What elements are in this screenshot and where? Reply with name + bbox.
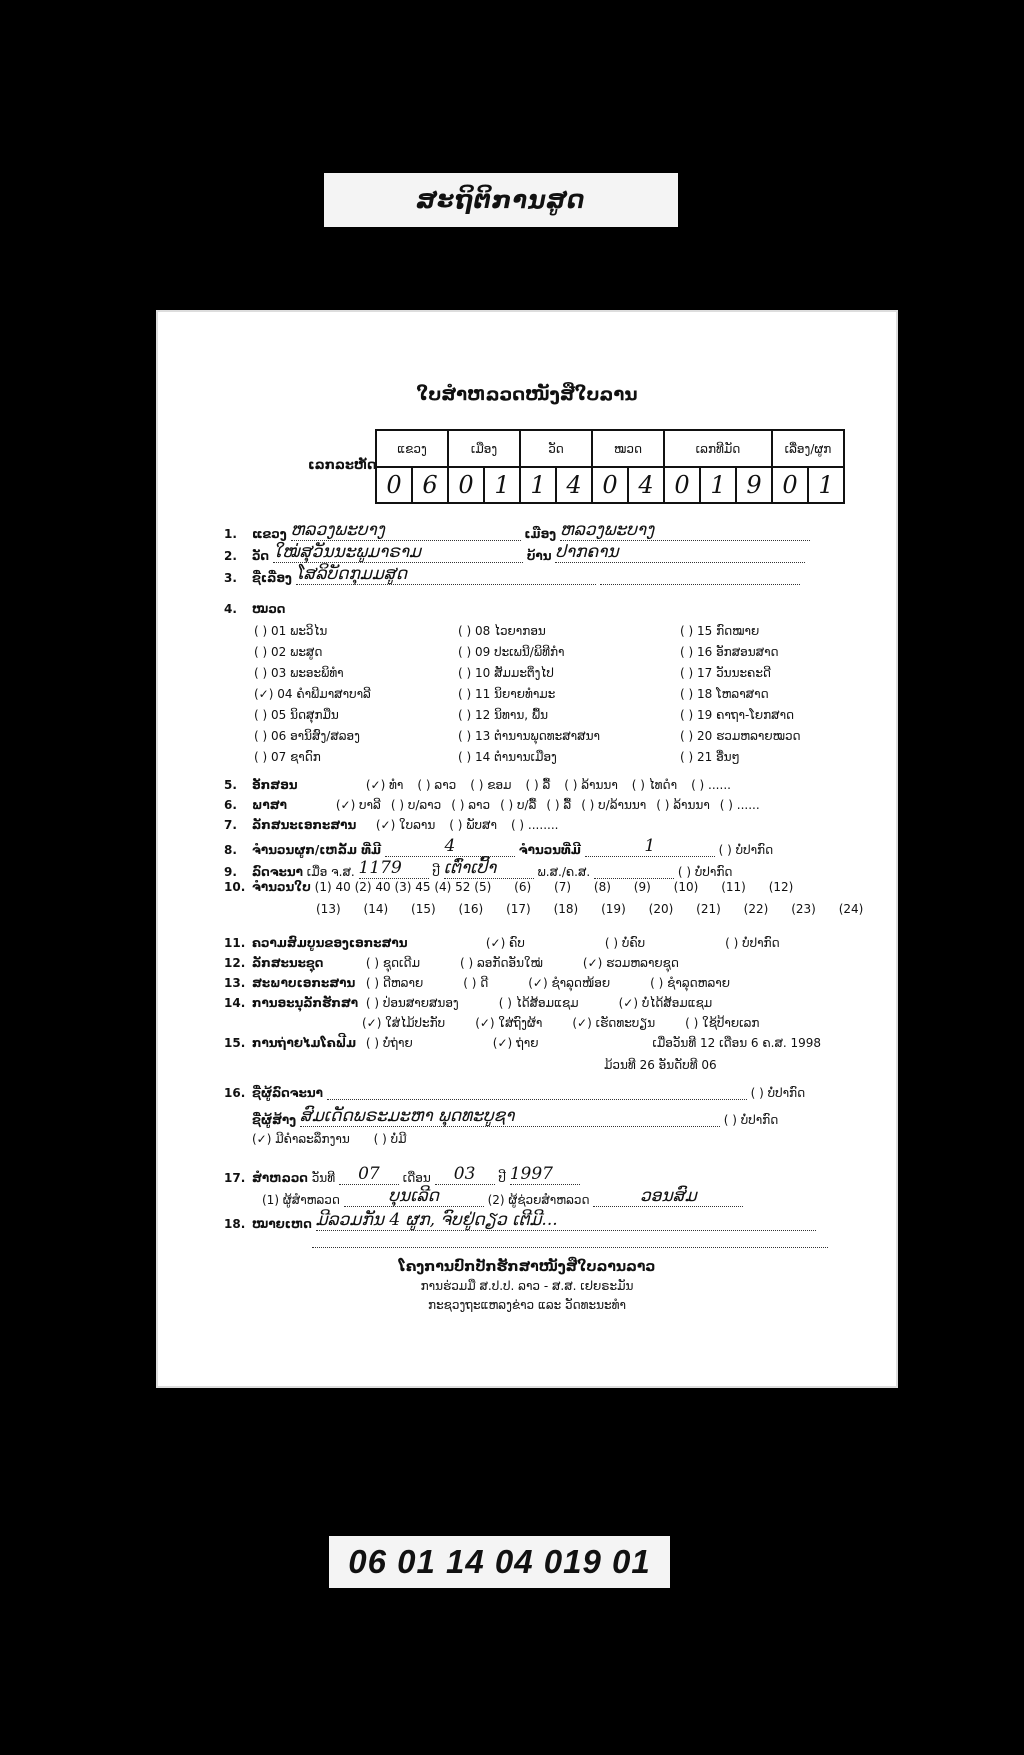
checkbox-option[interactable]: ( ) ບໍ່ຄົບ [604, 936, 646, 950]
checkbox-option[interactable]: ( ) ຊຸດເດີມ [365, 956, 421, 970]
province-value: ຫລວງພະບາງ [291, 520, 521, 541]
village-value: ປາກຄານ [555, 542, 805, 563]
code-digit: 0 [664, 467, 700, 503]
remarks-row2 [312, 1234, 828, 1248]
category-option[interactable]: ( ) 06 ອານິສົງ/ສລອງ [254, 729, 360, 743]
preservation-label: ການອະນຸລັກຮັກສາ [252, 996, 359, 1010]
title-extra-line [600, 584, 800, 585]
category-section-row: 4. ໝວດ [224, 602, 286, 616]
code-digit: 1 [700, 467, 736, 503]
leaf-count-row: 10. ຈຳນວນໃບ (1) 40 (2) 40 (3) 45 (4) 52 (5) (6) (7) (8) (9) (10) (11) (12) [224, 880, 794, 894]
category-option[interactable]: ( ) 02 ພະສູດ [254, 645, 323, 659]
survey-day-label: ວັນທີ [311, 1171, 336, 1185]
category-option[interactable]: ( ) 19 ຄາຖາ-ໂຍກສາດ [680, 708, 795, 722]
condition-options [366, 976, 770, 990]
code-digit: 1 [520, 467, 556, 503]
category-option[interactable]: ( ) 05 ນິດສຸກມືນ [254, 708, 339, 722]
checkbox-option[interactable]: ( ) ລາວ [451, 798, 491, 812]
category-option[interactable]: ( ) 11 ນິຍາຍທຳມະ [458, 687, 556, 701]
survey-year-label: ປີ [498, 1171, 506, 1185]
condition-row: 13. ສະພາບເອກະສານ ( ) ດີຫລາຍ ( ) ດີ (✓) ຊຳລຸດໜ້ອຍ ( ) ຊຳລຸດຫລາຍ [224, 976, 770, 990]
script-options [366, 778, 745, 792]
checkbox-option[interactable]: (✓) ໃບລານ [375, 818, 436, 832]
preservation-options [366, 996, 752, 1010]
surveyors-row [262, 1186, 743, 1207]
script-label: ອັກສອນ [252, 778, 298, 792]
checkbox-option[interactable]: ( ) ລອກັດອັນໃໝ່ [460, 956, 543, 970]
composed-row: 9. ລົດຈະນາ ເມື່ອ ຈ.ສ. 1179 ປີ ເຕົ່າເປົ້າ ພ.ສ./ຄ.ສ. ( ) ບໍ່ປາກົດ [224, 858, 733, 879]
checkbox-option[interactable]: ( ) ໄດ້ສ້ອມແຊມ [498, 996, 579, 1010]
code-digit: 1 [808, 467, 844, 503]
checkbox-option[interactable]: (✓) ໃສ່ໄມ້ປະກັບ [362, 1016, 446, 1030]
code-digit: 4 [556, 467, 592, 503]
preservation-row2 [362, 1016, 789, 1030]
checkbox-option[interactable]: (✓) ຖ່າຍ [492, 1036, 539, 1050]
category-option[interactable]: ( ) 13 ຕຳນານພຸດທະສາສນາ [458, 729, 600, 743]
code-header: ໝວດ [592, 430, 664, 467]
code-header: ເລກທີມັດ [664, 430, 772, 467]
category-option[interactable]: ( ) 21 ອື່ນໆ [680, 750, 740, 764]
code-digit: 1 [484, 467, 520, 503]
category-option[interactable]: ( ) 15 ກົດໝາຍ [680, 624, 760, 638]
code-digit: 0 [376, 467, 412, 503]
category-option[interactable]: ( ) 09 ປະເພນີ/ພິທີກຳ [458, 645, 565, 659]
category-option[interactable]: ( ) 12 ນິທານ, ພື້ນ [458, 708, 548, 722]
survey-month: 03 [435, 1164, 495, 1185]
footer-code-label: 06 01 14 04 019 01 [329, 1536, 670, 1588]
survey-year: 1997 [510, 1164, 580, 1185]
title-value: ໂສລິບັດກຸມມສູດ [296, 564, 596, 585]
author-not-shown: ( ) ບໍ່ປາກົດ [750, 1086, 806, 1100]
set-type-row: 12. ລັກສະນະຊຸດ ( ) ຊຸດເດີມ ( ) ລອກັດອັນໃໝ່ (✓) ຮວມຫລາຍຊຸດ [224, 956, 719, 970]
checkbox-option[interactable]: ( ) ບໍ່ຖ່າຍ [365, 1036, 413, 1050]
code-table [375, 429, 845, 504]
code-digit: 0 [772, 467, 808, 503]
category-option[interactable]: ( ) 16 ອັກສອນສາດ [680, 645, 779, 659]
checkbox-option[interactable]: (✓) ທຳ [365, 778, 404, 792]
province-label: ແຂວງ [252, 527, 287, 541]
checkbox-option[interactable]: (✓) ບາລີ [335, 798, 381, 812]
sponsor-row [252, 1106, 778, 1127]
checkbox-option[interactable]: ( ) ບໍ່ປາກົດ [725, 936, 780, 950]
category-option[interactable]: ( ) 17 ວັນນະຄະດີ [680, 666, 771, 680]
checkbox-option[interactable]: (✓) ໃສ່ຖົງຜ້າ [475, 1016, 543, 1030]
category-option[interactable]: ( ) 07 ຊາດົກ [254, 750, 321, 764]
code-header: ເມືອງ [448, 430, 520, 467]
colophon-no: ( ) ບໍ່ມີ [373, 1132, 407, 1146]
checkbox-option[interactable]: ( ) ບ/ລາວ [390, 798, 442, 812]
author-label: ຊື່ຜູ້ລົດຈະນາ [252, 1086, 323, 1100]
set-type-options [366, 956, 719, 970]
composed-year-name: ເຕົ່າເປົ້າ [444, 858, 534, 879]
survey-label: ສຳຫລວດ [252, 1171, 308, 1185]
microfilm-label: ການຖ່າຍໄມໂຄຟີມ [252, 1036, 357, 1050]
checkbox-option[interactable]: ( ) ດີ [463, 976, 489, 990]
microfilm-roll-row [604, 1058, 717, 1072]
checkbox-option[interactable]: ( ) ໄທດຳ [631, 778, 678, 792]
category-label: ໝວດ [252, 602, 286, 616]
composed-not-shown: ( ) ບໍ່ປາກົດ [677, 865, 733, 879]
bundle-count-value: 4 [385, 836, 515, 857]
condition-label: ສະພາບເອກະສານ [252, 976, 356, 990]
sponsor-not-shown: ( ) ບໍ່ປາກົດ [723, 1113, 779, 1127]
author-line [327, 1099, 747, 1100]
footer-cooperation: ການຮ່ວມມື ສ.ປ.ປ. ລາວ - ສ.ສ. ເຢຍຣະມັນ [420, 1279, 634, 1293]
category-option[interactable]: (✓) 04 ຄຳພີມາສາບາລີ [254, 687, 371, 701]
code-digit: 0 [448, 467, 484, 503]
leaf-count-line2: (13) (14) (15) (16) (17) (18) (19) (20) (21) (22) (23) (24) [316, 902, 864, 916]
remarks-value: ມີລວມກັນ 4 ຜູກ, ຈົບຢູ່ດຽວ ເຕີມີ... [316, 1210, 816, 1231]
composed-label: ລົດຈະນາ [252, 865, 303, 879]
checkbox-option[interactable]: ( ) ........ [510, 818, 559, 832]
composed-post: ພ.ສ./ຄ.ສ. [537, 865, 591, 879]
district-value: ຫລວງພະບາງ [560, 520, 810, 541]
code-digit: 0 [592, 467, 628, 503]
leaf-count-row2 [316, 902, 863, 916]
code-header: ແຂວງ [376, 430, 448, 467]
survey-form-sheet [158, 312, 896, 1386]
checkbox-option[interactable]: (✓) ຄົບ [485, 936, 525, 950]
composed-pre: ເມື່ອ ຈ.ສ. [306, 865, 355, 879]
preservation-row: 14. ການອະນຸລັກຮັກສາ ( ) ປ່ອນສາຍສນອງ ( ) ໄດ້ສ້ອມແຊມ (✓) ບໍ່ໄດ້ສ້ອມແຊມ [224, 996, 752, 1010]
village-label: ບ້ານ [526, 549, 552, 563]
category-option[interactable]: ( ) 08 ໄວຍາກອນ [458, 624, 546, 638]
footer-project: ໂຄງການປົກປັກຮັກສາໜັງສືໃບລານລາວ [398, 1259, 656, 1275]
checkbox-option[interactable]: ( ) ...... [691, 778, 731, 792]
surveyor-name: ບຸນເລີດ [344, 1186, 484, 1207]
colophon-yes: (✓) ມີຄຳລະລຶກງານ [252, 1132, 350, 1146]
microfilm-options [366, 1036, 619, 1050]
category-option[interactable]: ( ) 20 ຮວມຫລາຍໝວດ [680, 729, 801, 743]
code-digit: 9 [736, 467, 772, 503]
composed-be-line [594, 878, 674, 879]
checkbox-option[interactable]: ( ) ປ່ອນສາຍສນອງ [365, 996, 459, 1010]
checkbox-option[interactable]: ( ) ພັບສາ [449, 818, 497, 832]
language-options [336, 798, 770, 812]
header-label: ສະຖິຕິການສູດ [324, 173, 678, 227]
microfilm-row: 15. ການຖ່າຍໄມໂຄຟີມ ( ) ບໍ່ຖ່າຍ (✓) ຖ່າຍ ເມື່ອວັນທີ 12 ເດືອນ 6 ຄ.ສ. 1998 [224, 1036, 822, 1050]
remarks-label: ໝາຍເຫດ [252, 1217, 312, 1231]
completeness-label: ຄວາມສົມບູນຂອງເອກະສານ [252, 936, 408, 950]
form-title: ໃບສຳຫລວດໜັງສືໃບລານ [416, 384, 638, 405]
leaf-count-label: ຈຳນວນໃບ [252, 880, 311, 894]
material-options [376, 818, 573, 832]
language-row: 6. ພາສາ (✓) ບາລີ ( ) ບ/ລາວ ( ) ລາວ ( ) ບ/ລື້ ( ) ລື້ ( ) ບ/ລ້ານນາ ( ) ລ້ານນາ ( ) ...... [224, 798, 770, 812]
set-type-label: ລັກສະນະຊຸດ [252, 956, 324, 970]
checkbox-option[interactable]: (✓) ຊຳລຸດໜ້ອຍ [528, 976, 611, 990]
form-footer [158, 1258, 896, 1315]
author-row: 16. ຊື່ຜູ້ລົດຈະນາ ( ) ບໍ່ປາກົດ [224, 1086, 806, 1100]
script-row: 5. ອັກສອນ (✓) ທຳ ( ) ລາວ ( ) ຂອມ ( ) ລື້ ( ) ລ້ານນາ ( ) ໄທດຳ ( ) ...... [224, 778, 745, 792]
remarks-line2 [312, 1247, 828, 1248]
checkbox-option[interactable]: ( ) ບ/ລ້ານນາ [581, 798, 647, 812]
code-caption: ເລກລະຫັດ [308, 458, 377, 473]
checkbox-option[interactable]: ( ) ຊຳລຸດຫລາຍ [650, 976, 730, 990]
completeness-options [486, 936, 860, 950]
category-option[interactable]: ( ) 03 ພະອະພິທຳ [254, 666, 344, 680]
remarks-row: 18. ໝາຍເຫດ ມີລວມກັນ 4 ຜູກ, ຈົບຢູ່ດຽວ ເຕີມີ... [224, 1210, 816, 1231]
title-label: ຊື່ເລື່ອງ [252, 571, 292, 585]
survey-month-label: ເດືອນ [402, 1171, 431, 1185]
language-label: ພາສາ [252, 798, 287, 812]
checkbox-option[interactable]: (✓) ຮວມຫລາຍຊຸດ [582, 956, 679, 970]
checkbox-option[interactable]: ( ) ລາວ [417, 778, 457, 792]
bundle-count-row: 8. ຈຳນວນຜູກ/ເຫລັ້ມ ທີ່ມີ 4 ຈຳນວນທີ່ມີ 1 ( ) ບໍ່ປາກົດ [224, 836, 774, 857]
sponsor-label: ຊື່ຜູ້ສ້າງ [252, 1113, 297, 1127]
code-digit: 6 [412, 467, 448, 503]
checkbox-option[interactable]: ( ) ຂອມ [470, 778, 512, 792]
category-option[interactable]: ( ) 01 ພະວິໄນ [254, 624, 328, 638]
checkbox-option[interactable]: (✓) ເຮັດທະບຽນ [572, 1016, 656, 1030]
checkbox-option[interactable]: ( ) ບ/ລື້ [500, 798, 537, 812]
sponsor-value: ສົມເດັດພຣະມະຫາ ພຸດທະບູຊາ [300, 1106, 720, 1127]
existing-count-value: 1 [585, 836, 715, 857]
composed-year: 1179 [359, 858, 429, 879]
checkbox-option[interactable]: ( ) ລ້ານນາ [656, 798, 710, 812]
checkbox-option[interactable]: ( ) ລື້ [525, 778, 551, 792]
composed-mid: ປີ [432, 865, 440, 879]
field-title-row: 3. ຊື່ເລື່ອງ ໂສລິບັດກຸມມສູດ [224, 564, 800, 585]
colophon-row [252, 1132, 407, 1146]
checkbox-option[interactable]: ( ) ລື້ [546, 798, 572, 812]
checkbox-option[interactable]: ( ) ລ້ານນາ [564, 778, 618, 792]
field-province-row: 1. ແຂວງ ຫລວງພະບາງ ເມືອງ ຫລວງພະບາງ [224, 520, 810, 541]
district-label: ເມືອງ [524, 527, 557, 541]
checkbox-option[interactable]: (✓) ບໍ່ໄດ້ສ້ອມແຊມ [618, 996, 713, 1010]
survey-row: 17. ສຳຫລວດ ວັນທີ 07 ເດືອນ 03 ປີ 1997 [224, 1164, 580, 1185]
assistant-label: (2) ຜູ້ຊ່ວຍສຳຫລວດ [487, 1193, 590, 1207]
microfilm-date: ເມື່ອວັນທີ 12 ເດືອນ 6 ຄ.ສ. 1998 [652, 1036, 822, 1050]
category-option[interactable]: ( ) 14 ຕຳນານເມືອງ [458, 750, 557, 764]
temple-label: ວັດ [252, 549, 270, 563]
surveyor-label: (1) ຜູ້ສຳຫລວດ [262, 1193, 340, 1207]
preservation-options2 [362, 1016, 789, 1030]
survey-day: 07 [339, 1164, 399, 1185]
completeness-row: 11. ຄວາມສົມບູນຂອງເອກະສານ (✓) ຄົບ ( ) ບໍ່ຄົບ ( ) ບໍ່ປາກົດ [224, 936, 860, 950]
category-option[interactable]: ( ) 18 ໂຫລາສາດ [680, 687, 769, 701]
footer-ministry: ກະຊວງຖະແຫລງຂ່າວ ແລະ ວັດທະນະທຳ [428, 1298, 626, 1312]
material-label: ລັກສນະເອກະສານ [252, 818, 357, 832]
code-header: ເລື່ອງ/ຜູກ [772, 430, 844, 467]
code-digit: 4 [628, 467, 664, 503]
bundle-not-shown: ( ) ບໍ່ປາກົດ [718, 843, 774, 857]
temple-value: ໃໝ່ສຸວັນນະພູມາຣາມ [273, 542, 523, 563]
assistant-name: ວອນສົມ [593, 1186, 743, 1207]
checkbox-option[interactable]: ( ) ດີຫລາຍ [365, 976, 424, 990]
microfilm-roll: ມ້ວນທີ 26 ອັນດັບທີ 06 [604, 1058, 717, 1072]
material-row: 7. ລັກສນະເອກະສານ (✓) ໃບລານ ( ) ພັບສາ ( ) ........ [224, 818, 572, 832]
checkbox-option[interactable]: ( ) ...... [719, 798, 760, 812]
bundle-count-label: ຈຳນວນຜູກ/ເຫລັ້ມ ທີ່ມີ [252, 843, 382, 857]
code-header: ວັດ [520, 430, 592, 467]
leaf-count-line1: (1) 40 (2) 40 (3) 45 (4) 52 (5) (6) (7) (8) (9) (10) (11) (12) [314, 880, 794, 894]
field-temple-row: 2. ວັດ ໃໝ່ສຸວັນນະພູມາຣາມ ບ້ານ ປາກຄານ [224, 542, 805, 563]
existing-count-label: ຈຳນວນທີ່ມີ [518, 843, 581, 857]
checkbox-option[interactable]: ( ) ໃຊ້ປ້າຍເລກ [685, 1016, 760, 1030]
category-option[interactable]: ( ) 10 ສັມມະຕິ່ງໄປ [458, 666, 554, 680]
